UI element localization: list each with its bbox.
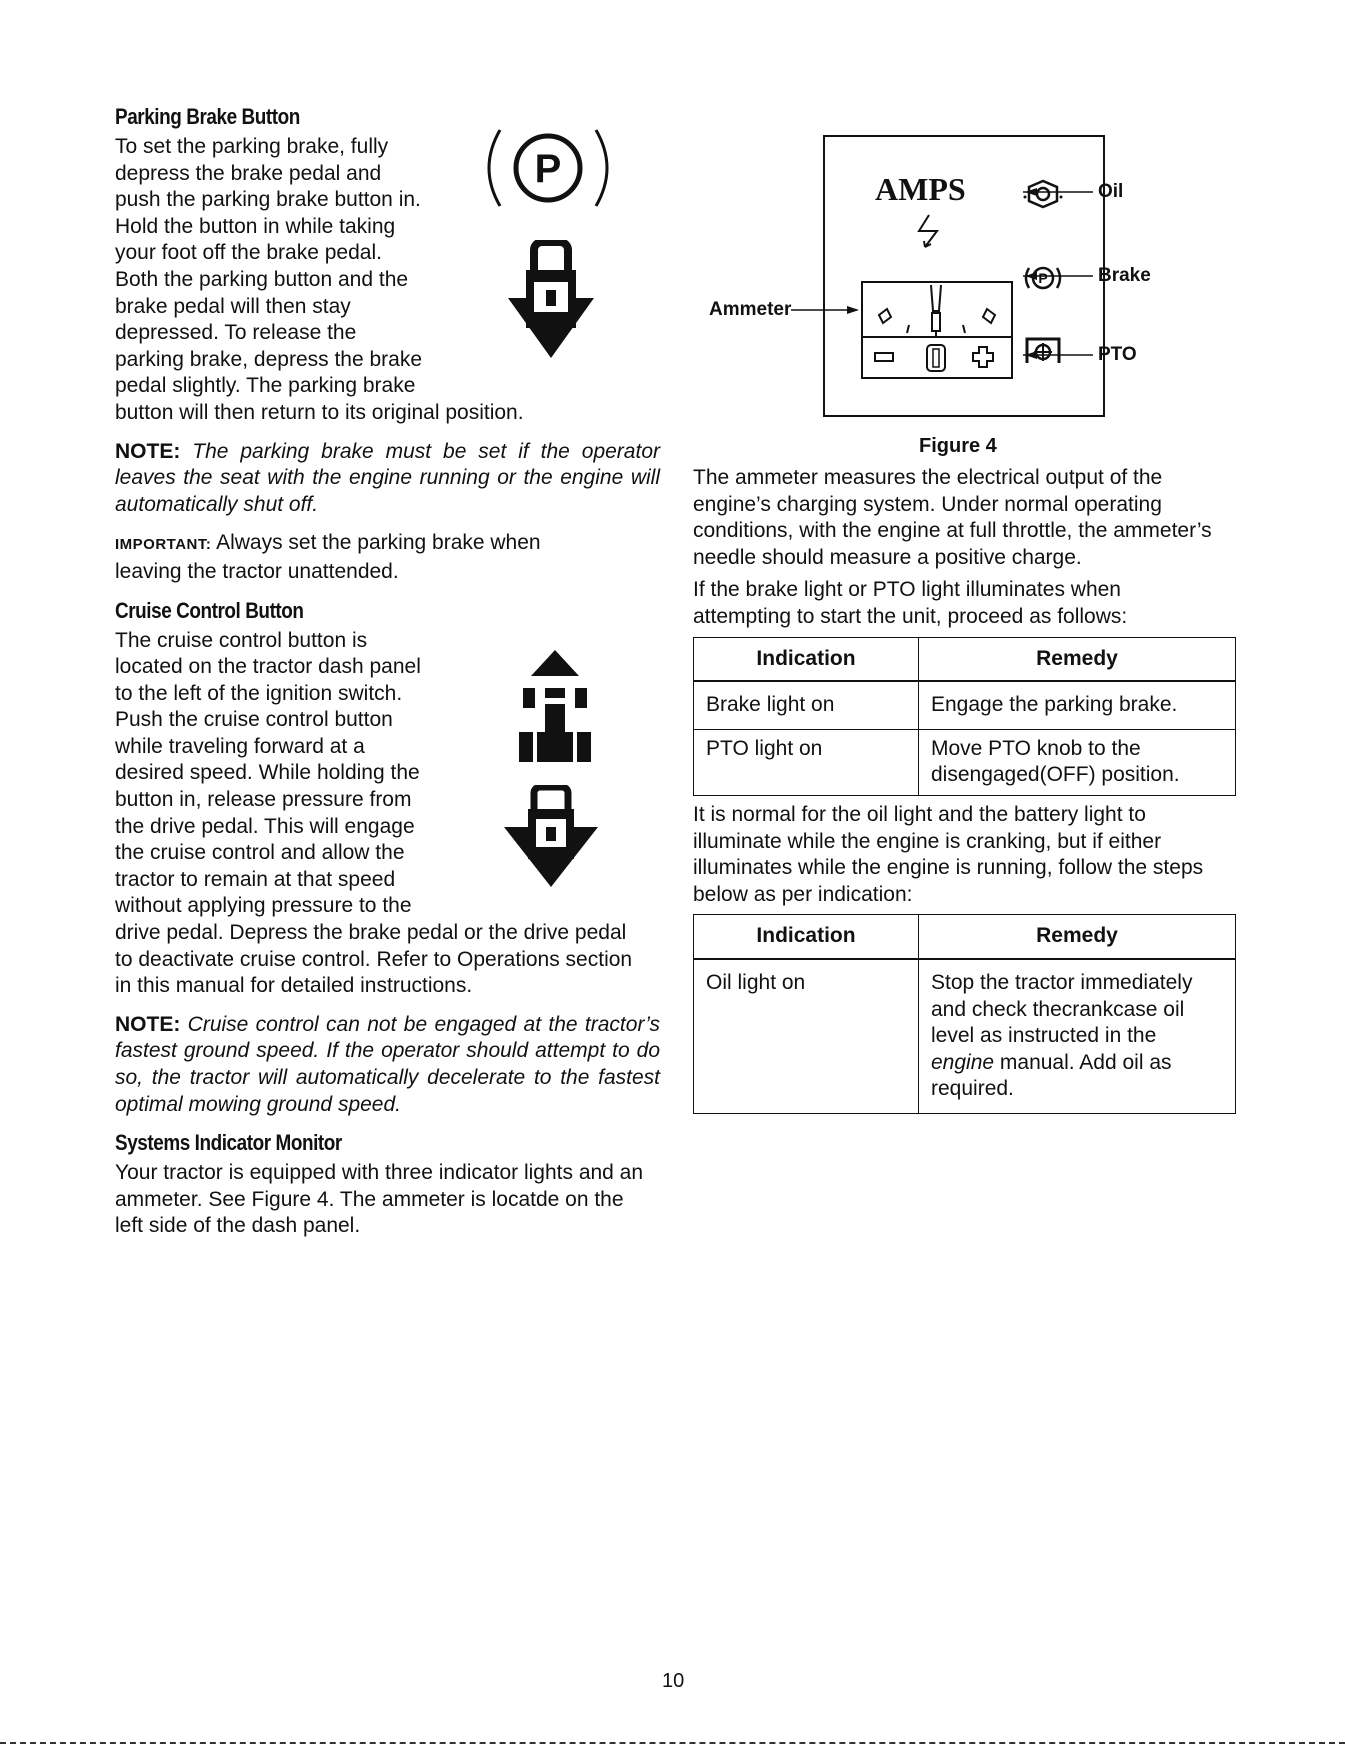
systems-indicator-text: Your tractor is equipped with three indicator lights and an ammeter. See Figure 4. The ammeter is locatde on the left side of the dash panel. (115, 1161, 644, 1238)
systems-indicator-heading: Systems Indicator Monitor (115, 1130, 342, 1156)
indication-cell: PTO light on (694, 729, 919, 795)
table-row (694, 959, 1236, 1113)
ammeter-paragraph: The ammeter measures the electrical output of the engine’s charging system. Under normal operating conditions, with the engine at full throttle, the ammeter’s needle should measure a positive charge. (693, 466, 1212, 569)
indication-cell: Oil light on (694, 959, 919, 1113)
remedy-text-italic: engine (931, 1050, 995, 1074)
note-label: NOTE: (115, 1012, 181, 1036)
parking-line: Both the parking button and the (115, 267, 409, 291)
cruise-tractor-icon (515, 648, 595, 766)
parking-brake-p-icon (478, 118, 618, 218)
cruise-line: to the left of the ignition switch. (115, 681, 403, 705)
parking-line: depressed. To release the (115, 321, 357, 345)
oil-label: Oil (1098, 181, 1124, 202)
indication-cell: Brake light on (694, 681, 919, 729)
parking-line: brake pedal will then stay (115, 294, 351, 318)
parking-line: parking brake, depress the brake (115, 347, 423, 371)
cruise-line: to deactivate cruise control. Refer to Operations section (115, 947, 633, 971)
cruise-line: button in, release pressure from (115, 788, 412, 812)
table-row (694, 681, 1236, 729)
table-row (694, 729, 1236, 795)
parking-note (115, 439, 660, 519)
table-header-row (694, 637, 1236, 681)
brake-lock-icon (496, 240, 606, 360)
cruise-line: in this manual for detailed instructions. (115, 974, 473, 998)
note-text: Cruise control can not be engaged at the tractor’s fastest ground speed. If the operator should attempt to do so, the tractor will automatically decelerate to the fastest optimal mowing ground speed. (115, 1012, 660, 1116)
warning-paragraph: If the brake light or PTO light illuminates when attempting to start the unit, proceed as follows: (693, 578, 1128, 628)
parking-line: To set the parking brake, fully (115, 135, 389, 158)
cruise-line: drive pedal. Depress the brake pedal or the drive pedal (115, 921, 627, 945)
important-label: IMPORTANT: (115, 536, 212, 554)
remedy-text: manual. Add oil as required. (931, 1050, 1172, 1101)
cruise-line: desired speed. While holding the (115, 761, 420, 785)
ammeter-label: Ammeter (709, 299, 792, 320)
svg-text:P: P (1038, 270, 1048, 286)
parking-line: Hold the button in while taking (115, 214, 396, 238)
figure-callout-lines (693, 130, 1238, 430)
remedy-table-1 (693, 637, 1236, 796)
figure-caption: Figure 4 (919, 435, 997, 457)
remedy-header: Remedy (919, 915, 1236, 959)
remedy-cell: Move PTO knob to the disengaged(OFF) position. (919, 729, 1236, 795)
cruise-line: The cruise control button is (115, 628, 368, 652)
page-number: 10 (662, 1670, 685, 1692)
parking-brake-heading: Parking Brake Button (115, 104, 300, 129)
cruise-line: the cruise control and allow the (115, 841, 405, 865)
note-label: NOTE: (115, 439, 181, 463)
important-text: Always set the parking brake when leaving the tractor unattended. (115, 531, 541, 583)
table-header-row (694, 915, 1236, 959)
important-note (115, 530, 595, 585)
remedy-cell: Engage the parking brake. (919, 681, 1236, 729)
note-text: The parking brake must be set if the operator leaves the seat with the engine running or the engine will automatically shut off. (115, 439, 660, 516)
right-column (693, 130, 1238, 1114)
cruise-control-heading: Cruise Control Button (115, 597, 304, 623)
cruise-lock-icon (496, 785, 606, 890)
remedy-table-2 (693, 914, 1236, 1114)
remedy-text: Stop the tractor immediately and check thecrankcase oil level as instructed in the (931, 970, 1193, 1048)
cruise-line: without applying pressure to the (115, 894, 412, 918)
cruise-line: while traveling forward at a (115, 734, 365, 758)
svg-text:P: P (534, 147, 562, 191)
indication-header: Indication (694, 915, 919, 959)
remedy-header: Remedy (919, 637, 1236, 681)
parking-line: depress the brake pedal and (115, 161, 382, 185)
cruise-line: Push the cruise control button (115, 708, 393, 732)
indication-header: Indication (694, 637, 919, 681)
cruise-note (115, 1012, 660, 1118)
remedy-cell (919, 959, 1236, 1113)
parking-line: push the parking brake button in. (115, 188, 421, 212)
amps-label: AMPS (875, 171, 966, 207)
page-bottom-rule (0, 1742, 1345, 1744)
figure-4 (693, 130, 1238, 490)
brake-label: Brake (1098, 265, 1151, 286)
cruise-line: tractor to remain at that speed (115, 867, 396, 891)
parking-line: button will then return to its original position. (115, 400, 524, 424)
parking-line: pedal slightly. The parking brake (115, 374, 416, 398)
normal-operation-paragraph: It is normal for the oil light and the battery light to illuminate while the engine is cranking, but if either illuminates while the engine is running, follow the steps below as per indication: (693, 802, 1204, 906)
parking-line: your foot off the brake pedal. (115, 241, 382, 265)
pto-label: PTO (1098, 344, 1137, 365)
cruise-line: the drive pedal. This will engage (115, 814, 415, 838)
cruise-line: located on the tractor dash panel (115, 655, 421, 679)
